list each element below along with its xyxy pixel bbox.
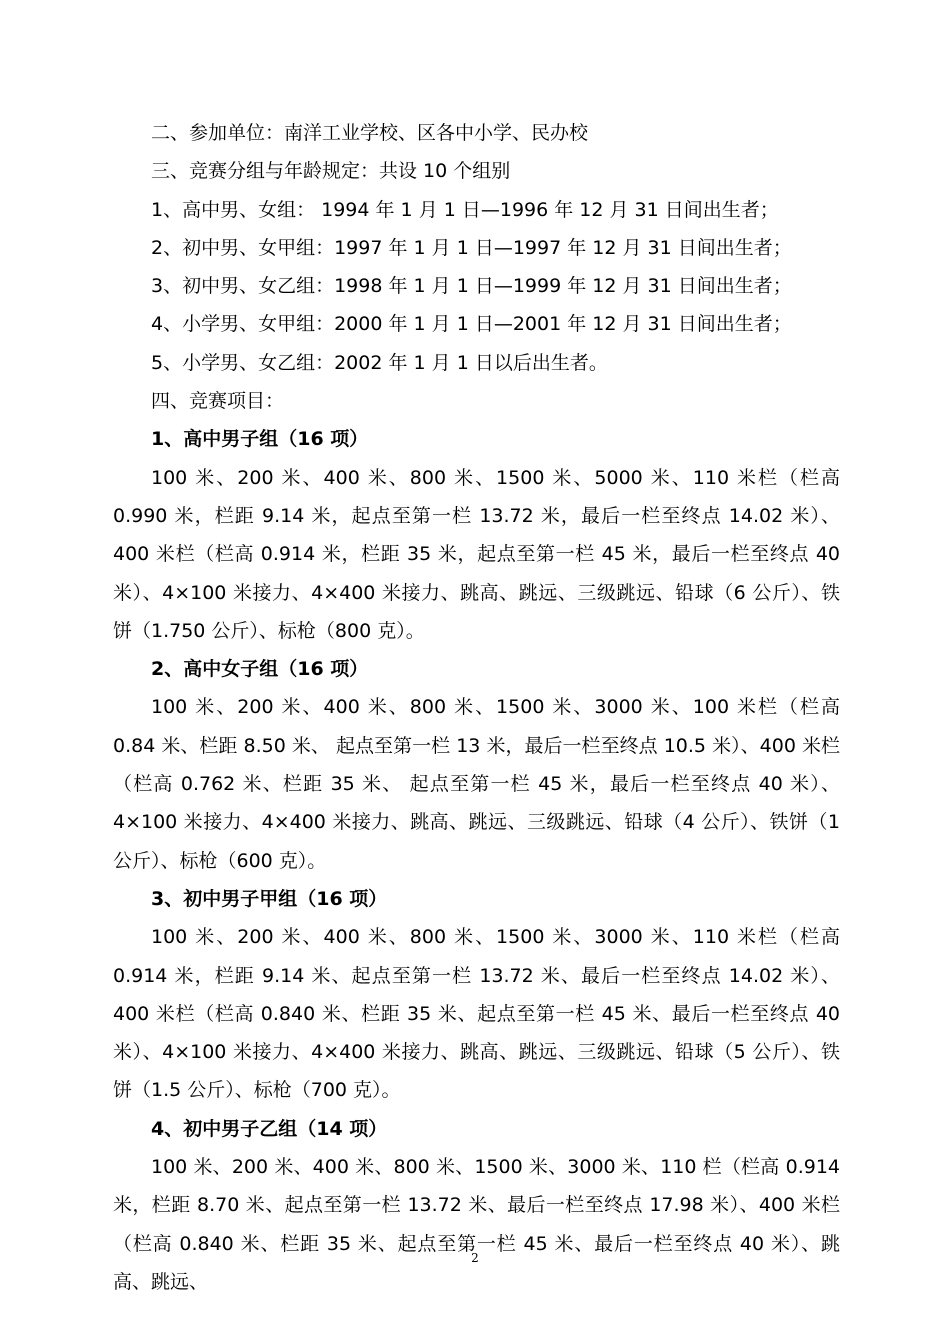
section-heading: 2、高中女子组（16 项） [151,658,369,681]
group-5-age-line: 5、小学男、女乙组：2002 年 1 月 1 日以后出生者。 [151,351,608,374]
grouping-line: 三、竞赛分组与年龄规定：共设 10 个组别 [151,160,511,183]
section-body: 100 米、200 米、400 米、800 米、1500 米、3000 米、110 米栏（栏高 0.914 米，栏距 9.14 米、起点至第一栏 13.72 米、最后一栏至终点 14.02 米）、400 米栏（栏高 0.840 米、栏距 35 米、起点至第一栏 45 米、最后一栏至终点 40 米）、4×100 米接力、4×400 米接力、跳高、跳远、三级跳远、铅球（5 公斤）、铁饼（1.5 公斤）、标枪（700 克）。 [113,926,840,1102]
group-4-age-line: 4、小学男、女甲组：2000 年 1 月 1 日—2001 年 12 月 31 日间出生者； [151,313,792,336]
group-2-age-line: 2、初中男、女甲组：1997 年 1 月 1 日—1997 年 12 月 31 日间出生者； [151,236,792,259]
events-title-line: 四、竞赛项目： [151,390,285,413]
group-3-age-line: 3、初中男、女乙组：1998 年 1 月 1 日—1999 年 12 月 31 日间出生者； [151,275,792,298]
section-body: 100 米、200 米、400 米、800 米、1500 米、5000 米、110 米栏（栏高 0.990 米，栏距 9.14 米，起点至第一栏 13.72 米，最后一栏至终点 14.02 米）、400 米栏（栏高 0.914 米，栏距 35 米，起点至第一栏 45 米，最后一栏至终点 40 米）、4×100 米接力、4×400 米接力、跳高、跳远、三级跳远、铅球（6 公斤）、铁饼（1.750 公斤）、标枪（800 克）。 [113,466,840,642]
document-body [113,114,840,1301]
section-body: 100 米、200 米、400 米、800 米、1500 米、3000 米、100 米栏（栏高 0.84 米、栏距 8.50 米、 起点至第一栏 13 米，最后一栏至终点 10.5 米）、400 米栏（栏高 0.762 米、栏距 35 米、 起点至第一栏 45 米，最后一栏至终点 40 米）、4×100 米接力、4×400 米接力、跳高、跳远、三级跳远、铅球（4 公斤）、铁饼（1 公斤）、标枪（600 克）。 [113,696,840,872]
section-body: 100 米、200 米、400 米、800 米、1500 米、3000 米、110 栏（栏高 0.914 米，栏距 8.70 米、起点至第一栏 13.72 米、最后一栏至终点 17.98 米）、400 米栏（栏高 0.840 米、栏距 35 米、起点至第一栏 45 米、最后一栏至终点 40 米）、跳高、跳远、 [113,1156,840,1293]
participants-line: 二、参加单位：南洋工业学校、区各中小学、民办校 [151,122,589,144]
section-heading: 1、高中男子组（16 项） [151,428,369,451]
section-heading: 3、初中男子甲组（16 项） [151,887,388,910]
group-1-age-line: 1、高中男、女组： 1994 年 1 月 1 日—1996 年 12 月 31 日间出生者； [151,198,779,221]
page-number: 2 [471,1251,479,1265]
section-heading: 4、初中男子乙组（14 项） [151,1117,388,1140]
